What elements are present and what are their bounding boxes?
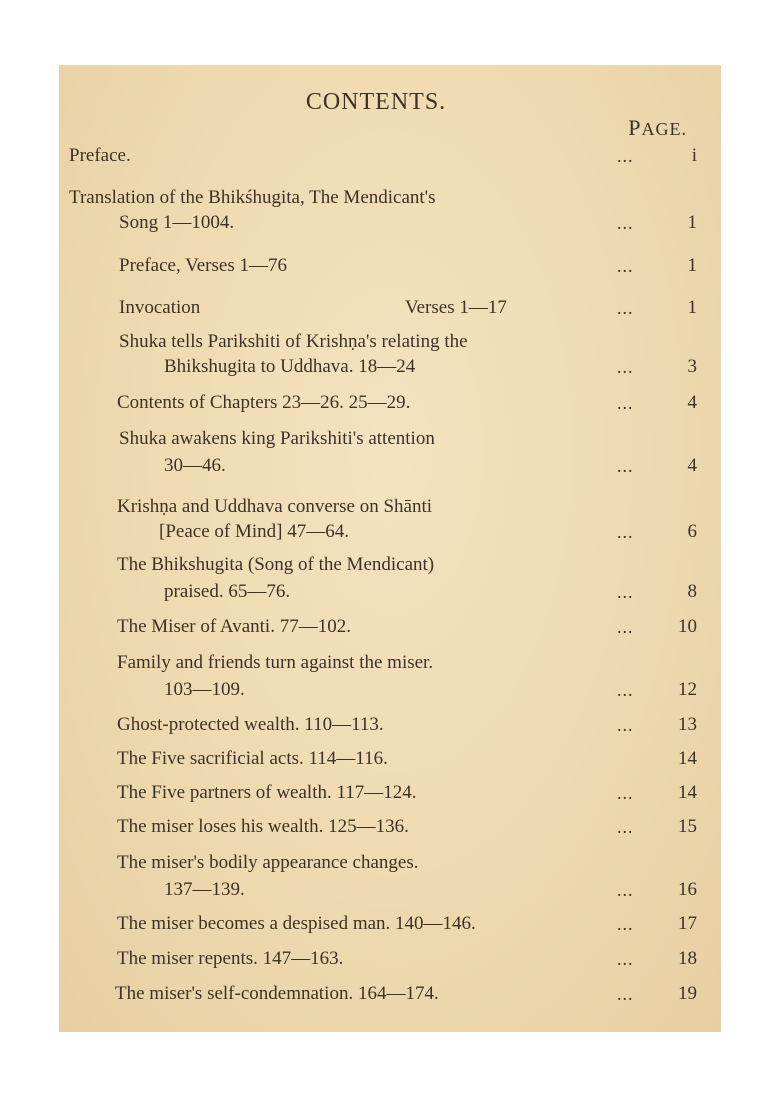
entry-title-continued: 30—46. [164,455,226,476]
leader-dots: ... [617,984,634,1004]
page-number: 6 [687,521,697,542]
leader-dots: ... [617,256,634,276]
leader-dots: ... [617,582,634,602]
entry-title: The miser's self-condemnation. 164—174. [115,983,439,1004]
entry-title: The Bhikshugita (Song of the Mendicant) [117,554,435,575]
page-number: 10 [678,616,697,637]
leader-dots: ... [617,680,634,700]
entry-title-continued: praised. 65—76. [164,581,291,602]
entry-title-continued: [Peace of Mind] 47—64. [159,521,349,542]
page-number: 19 [678,983,697,1004]
leader-dots: ... [617,817,634,837]
leader-dots: ... [617,456,634,476]
page-label-rest: AGE. [641,119,687,139]
entry-title: The miser becomes a despised man. 140—146. [117,913,476,934]
entry-title: The Five sacrificial acts. 114—116. [117,748,388,769]
page-number: 3 [687,356,697,377]
leader-dots: ... [617,783,634,803]
leader-dots: ... [617,949,634,969]
leader-dots: ... [617,914,634,934]
leader-dots: ... [617,617,634,637]
entry-title: Shuka tells Parikshiti of Krishṇa's relating the [119,331,468,352]
contents-title: CONTENTS. [305,89,447,115]
entry-verses: Verses 1—17 [405,297,507,318]
entry-title: The miser loses his wealth. 125—136. [117,816,409,837]
entry-title-continued: Song 1—1004. [119,212,235,233]
page-label-cap: P [628,115,642,140]
page-number: 13 [678,714,697,735]
leader-dots: ... [617,393,634,413]
entry-title: Shuka awakens king Parikshiti's attention [119,428,435,449]
leader-dots: ... [617,357,634,377]
leader-dots: ... [617,715,634,735]
entry-title: The miser repents. 147—163. [117,948,344,969]
page-number: 1 [687,255,697,276]
entry-title-continued: 137—139. [164,879,245,900]
page-number: 4 [687,392,697,413]
leader-dots: ... [617,298,634,318]
entry-title: The miser's bodily appearance changes. [117,852,419,873]
entry-title-continued: 103—109. [164,679,245,700]
entry-title: Translation of the Bhikśhugita, The Mendicant's [69,187,436,208]
page-number: 14 [678,748,697,769]
page-number: 14 [678,782,697,803]
page-number: 12 [678,679,697,700]
page-number: 16 [678,879,697,900]
entry-title: Contents of Chapters 23—26. 25—29. [117,392,411,413]
page-number: 1 [687,297,697,318]
page-number: 18 [678,948,697,969]
page-number: i [691,145,697,166]
entry-title: The Miser of Avanti. 77—102. [117,616,351,637]
entry-title: Invocation [119,297,201,318]
page-number: 17 [678,913,697,934]
page-number: 15 [678,816,697,837]
entry-title: Preface. [69,145,131,166]
entry-title: Family and friends turn against the miser. [117,652,434,673]
book-page [59,65,721,1032]
leader-dots: ... [617,880,634,900]
page-column-label [628,115,687,141]
page-number: 4 [687,455,697,476]
entry-title: Ghost-protected wealth. 110—113. [117,714,384,735]
leader-dots: ... [617,146,634,166]
leader-dots: ... [617,522,634,542]
entry-title-continued: Bhikshugita to Uddhava. 18—24 [164,356,416,377]
entry-title: Preface, Verses 1—76 [119,255,287,276]
page-number: 1 [687,212,697,233]
entry-title: The Five partners of wealth. 117—124. [117,782,417,803]
leader-dots: ... [617,213,634,233]
entry-title: Krishṇa and Uddhava converse on Shānti [117,496,433,517]
page-number: 8 [687,581,697,602]
